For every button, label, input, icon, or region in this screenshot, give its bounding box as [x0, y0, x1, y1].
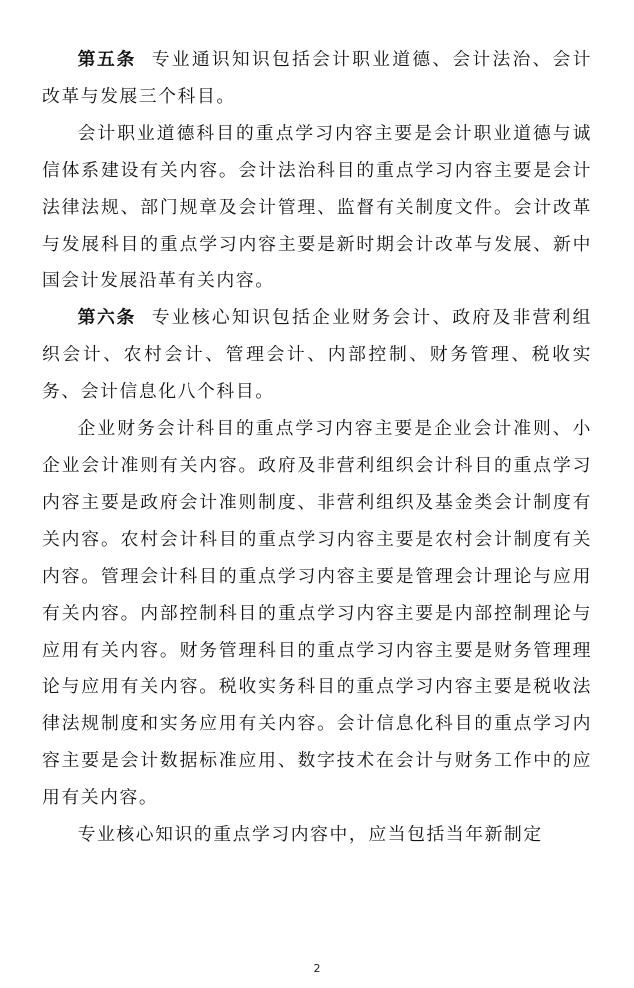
article-6-paragraph	[42, 300, 592, 411]
article-5-paragraph	[42, 42, 592, 116]
paragraph-text: 企业财务会计科目的重点学习内容主要是企业会计准则、小企业会计准则有关内容。政府及非营利组织会计科目的重点学习内容主要是政府会计准则制度、非营利组织及基金类会计制度有关内容。农村会计科目的重点学习内容主要是农村会计制度有关内容。管理会计科目的重点学习内容主要是管理会计理论与应用有关内容。内部控制科目的重点学习内容主要是内部控制理论与应用有关内容。财务管理科目的重点学习内容主要是财务管理理论与应用有关内容。税收实务科目的重点学习内容主要是税收法律法规制度和实务应用有关内容。会计信息化科目的重点学习内容主要是会计数据标准应用、数字技术在会计与财务工作中的应用有关内容。	[42, 418, 592, 809]
article-number: 第五条	[77, 49, 136, 70]
article-6-detail-paragraph	[42, 411, 592, 817]
paragraph-text: 专业核心知识的重点学习内容中，应当包括当年新制定	[77, 824, 543, 846]
article-gap	[136, 49, 152, 70]
core-knowledge-paragraph	[42, 817, 592, 854]
article-gap	[136, 307, 152, 328]
paragraph-text: 专业核心知识包括企业财务会计、政府及非营利组织会计、农村会计、管理会计、内部控制、财务管理、税收实务、会计信息化八个科目。	[42, 307, 592, 403]
paragraph-text: 专业通识知识包括会计职业道德、会计法治、会计改革与发展三个科目。	[42, 49, 592, 107]
document-body	[42, 42, 592, 854]
page-number: 2	[313, 962, 321, 975]
paragraph-text: 会计职业道德科目的重点学习内容主要是会计职业道德与诚信体系建设有关内容。会计法治科目的重点学习内容主要是会计法律法规、部门规章及会计管理、监督有关制度文件。会计改革与发展科目的重点学习内容主要是新时期会计改革与发展、新中国会计发展沿革有关内容。	[42, 122, 592, 292]
article-number: 第六条	[77, 307, 136, 329]
article-5-detail-paragraph	[42, 116, 592, 301]
